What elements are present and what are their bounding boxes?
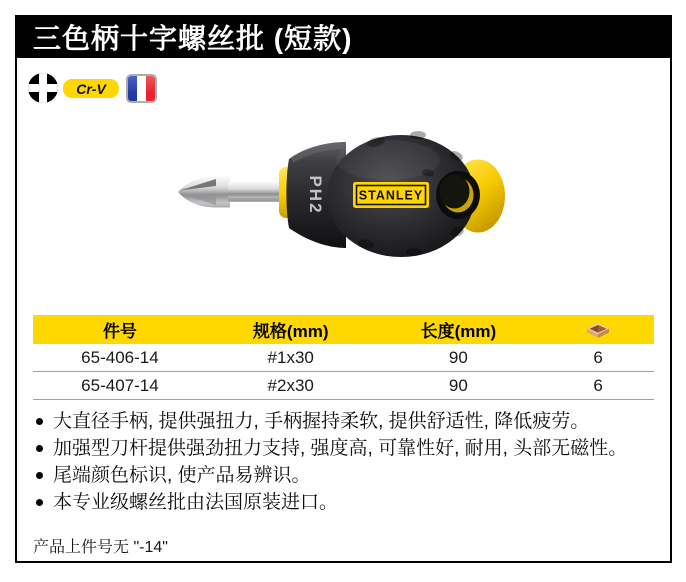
product-photo-screwdriver [170, 118, 510, 263]
cell-spec: #1x30 [267, 347, 314, 367]
page-title-bar [15, 15, 672, 58]
cell-spec: #2x30 [267, 375, 314, 395]
shaft-size-label: PH2 [306, 175, 325, 215]
bullet-dot-icon [36, 472, 43, 479]
bullet-dot-icon [36, 418, 43, 425]
feature-text: 尾端颜色标识, 使产品易辨识。 [53, 465, 311, 486]
footnote: 产品上件号无 "-14" [33, 539, 168, 556]
cell-length: 90 [448, 375, 468, 395]
header-length: 长度(mm) [420, 322, 497, 341]
feature-list [33, 412, 651, 520]
feature-text: 大直径手柄, 提供强扭力, 手柄握持柔软, 提供舒适性, 降低疲劳。 [53, 411, 590, 432]
feature-item [33, 493, 651, 513]
flag-red-stripe [146, 76, 155, 101]
cell-part-no: 65-407-14 [81, 375, 159, 395]
feature-text: 加强型刀杆提供强劲扭力支持, 强度高, 可靠性好, 耐用, 头部无磁性。 [53, 438, 628, 459]
page-title: 三色柄十字螺丝批 (短款) [33, 22, 353, 54]
feature-item [33, 439, 651, 459]
cell-part-no: 65-406-14 [81, 347, 159, 367]
open-box-icon [586, 322, 610, 339]
bullet-dot-icon [36, 499, 43, 506]
cell-pack: 6 [593, 347, 603, 367]
cell-pack: 6 [593, 375, 603, 395]
flag-white-stripe [137, 76, 146, 101]
header-part-no: 件号 [102, 322, 137, 341]
cell-length: 90 [448, 347, 468, 367]
spec-table [33, 315, 654, 400]
spec-table-header [33, 315, 654, 344]
table-row [33, 372, 654, 400]
feature-text: 本专业级螺丝批由法国原装进口。 [53, 492, 339, 513]
feature-item [33, 412, 651, 432]
feature-item [33, 466, 651, 486]
brand-label: STANLEY [358, 188, 424, 203]
header-spec: 规格(mm) [252, 322, 329, 341]
crv-badge [63, 79, 119, 98]
stanley-badge [353, 182, 429, 208]
phillips-cross-icon [28, 73, 58, 103]
france-flag-icon [126, 74, 157, 103]
header-pack [542, 320, 654, 340]
screwdriver-shaft [178, 177, 290, 208]
flag-blue-stripe [128, 76, 137, 101]
crv-badge-label: Cr-V [76, 80, 106, 97]
hanging-hole [436, 171, 480, 219]
bullet-dot-icon [36, 445, 43, 452]
table-row [33, 344, 654, 372]
